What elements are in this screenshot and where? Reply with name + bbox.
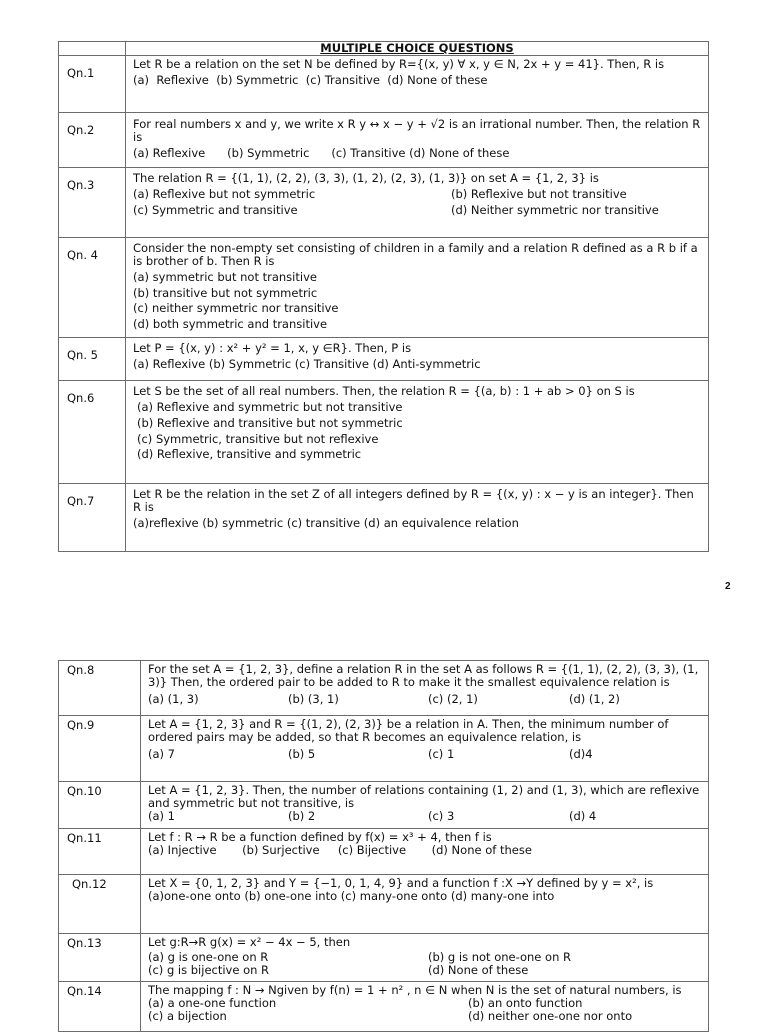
question-cell: [126, 337, 709, 380]
question-label: Qn.8: [59, 661, 141, 716]
question-label: Qn.1: [59, 55, 126, 112]
header-blank-cell: [59, 42, 126, 56]
question-options: (a) Reflexive (b) Symmetric (c) Transitive (d) Anti-symmetric: [133, 356, 481, 371]
question-label: Qn.14: [59, 982, 141, 1032]
option: (c) g is bijective on R: [148, 962, 270, 977]
question-row: [59, 337, 709, 380]
question-stem: Let f : R → R be a function defined by f(x) = x³ + 4, then f is: [148, 830, 492, 844]
question-stem: Let A = {1, 2, 3}. Then, the number of relations containing (1, 2) and (1, 3), which are reflexive and symmetric but not transitive, is: [148, 783, 700, 810]
question-stem: For the set A = {1, 2, 3}, define a relation R in the set A as follows R = {(1, 1), (2, 2), (3, 3), (1, 3)} Then, the ordered pair to be added to R to make it the smallest equivalence relation is: [148, 662, 699, 689]
question-options: (a) Reflexive (b) Symmetric (c) Transitive (d) None of these: [133, 72, 488, 87]
question-row: [59, 237, 709, 337]
option: (d) neither one-one nor onto: [468, 1008, 633, 1023]
question-cell: [141, 934, 709, 982]
option: (a) Reflexive but not symmetric: [133, 186, 316, 201]
question-label: Qn. 5: [59, 337, 126, 380]
question-label: Qn.13: [59, 934, 141, 982]
question-cell: [141, 982, 709, 1032]
option: (c) Symmetric, transitive but not reflexive: [137, 431, 379, 446]
option: (d)4: [569, 746, 593, 761]
question-stem: Let S be the set of all real numbers. Then, the relation R = {(a, b) : 1 + ab > 0} on S is: [133, 383, 635, 398]
question-stem: Let R be the relation in the set Z of all integers defined by R = {(x, y) : x − y is an integer}. Then R is: [133, 486, 694, 514]
header-row: [59, 42, 709, 56]
question-label: Qn.9: [59, 716, 141, 782]
question-row: [59, 380, 709, 483]
question-row: [59, 782, 709, 829]
option: (a) (1, 3): [148, 691, 199, 706]
question-label: Qn.12: [59, 875, 141, 934]
question-row: [59, 934, 709, 982]
question-row: [59, 982, 709, 1032]
question-cell: [141, 716, 709, 782]
question-row: [59, 112, 709, 167]
option: (b) an onto function: [468, 995, 583, 1010]
question-cell: [126, 380, 709, 483]
question-label: Qn. 4: [59, 237, 126, 337]
question-stem: Let P = {(x, y) : x² + y² = 1, x, y ∈R}. Then, P is: [133, 340, 412, 355]
question-label: Qn.2: [59, 112, 126, 167]
question-cell: [126, 167, 709, 237]
question-cell: [141, 782, 709, 829]
option: (d) 4: [569, 808, 597, 823]
question-label: Qn.10: [59, 782, 141, 829]
question-row: [59, 829, 709, 875]
question-table-1: [58, 41, 709, 552]
question-options: (a) Reflexive (b) Symmetric (c) Transitive (d) None of these: [133, 145, 510, 160]
option: (a) 1: [148, 808, 175, 823]
option: (b) transitive but not symmetric: [133, 285, 318, 300]
question-row: [59, 716, 709, 782]
option: (b) Reflexive but not transitive: [451, 186, 627, 201]
question-options: (a)reflexive (b) symmetric (c) transitive (d) an equivalence relation: [133, 515, 519, 530]
option: (c) Symmetric and transitive: [133, 202, 298, 217]
option: (a) symmetric but not transitive: [133, 269, 317, 284]
option: (d) both symmetric and transitive: [133, 317, 328, 332]
option: (a) g is one-one on R: [148, 949, 269, 964]
question-row: [59, 875, 709, 934]
question-stem: For real numbers x and y, we write x R y ↔ x − y + √2 is an irrational number. Then, the relation R is: [133, 116, 701, 144]
page-number: 2: [725, 581, 731, 592]
question-label: Qn.6: [59, 380, 126, 483]
option: (d) (1, 2): [569, 691, 620, 706]
question-label: Qn.11: [59, 829, 141, 875]
question-row: [59, 55, 709, 112]
question-stem: Let A = {1, 2, 3} and R = {(1, 2), (2, 3)} be a relation in A. Then, the minimum number of ordered pairs may be added, so that R becomes an equivalence relation, is: [148, 717, 669, 744]
option: (c) neither symmetric nor transitive: [133, 301, 339, 316]
option: (a) a one-one function: [148, 995, 277, 1010]
question-stem: Let X = {0, 1, 2, 3} and Y = {−1, 0, 1, 4, 9} and a function f :X →Y defined by y = x², is: [148, 876, 654, 890]
option: (b) 2: [288, 808, 316, 823]
option: (b) Reflexive and transitive but not symmetric: [137, 415, 403, 430]
question-cell: [141, 661, 709, 716]
question-options: (a)one-one onto (b) one-one into (c) many-one onto (d) many-one into: [148, 888, 555, 903]
question-label: Qn.7: [59, 483, 126, 551]
question-row: [59, 167, 709, 237]
option: (d) Reflexive, transitive and symmetric: [137, 447, 362, 462]
question-cell: [141, 829, 709, 875]
option: (b) (3, 1): [288, 691, 339, 706]
question-stem: Consider the non-empty set consisting of children in a family and a relation R defined as a R b if a is brother of b. Then R is: [133, 240, 698, 268]
option: (c) (2, 1): [428, 691, 478, 706]
question-options: (a) Injective (b) Surjective (c) Bijective (d) None of these: [148, 842, 532, 857]
option: (d) Neither symmetric nor transitive: [451, 202, 659, 217]
option: (c) 3: [428, 808, 455, 823]
question-stem: Let R be a relation on the set N be defined by R={(x, y) ∀ x, y ∈ N, 2x + y = 41}. Then, R is: [133, 56, 665, 71]
question-label: Qn.3: [59, 167, 126, 237]
option: (c) 1: [428, 746, 455, 761]
question-cell: [126, 237, 709, 337]
question-table-2: [58, 660, 709, 1032]
option: (a) Reflexive and symmetric but not transitive: [137, 399, 403, 414]
question-cell: [126, 55, 709, 112]
option: (d) None of these: [428, 962, 529, 977]
option: (b) 5: [288, 746, 316, 761]
question-stem: The mapping f : N → Ngiven by f(n) = 1 + n² , n ∈ N when N is the set of natural numbers, is: [148, 983, 682, 997]
question-stem: The relation R = {(1, 1), (2, 2), (3, 3), (1, 2), (2, 3), (1, 3)} on set A = {1, 2, 3} is: [133, 170, 599, 185]
option: (b) g is not one-one on R: [428, 949, 572, 964]
question-stem: Let g:R→R g(x) = x² − 4x − 5, then: [148, 935, 351, 949]
option: (c) a bijection: [148, 1008, 227, 1023]
question-cell: [141, 875, 709, 934]
question-cell: [126, 112, 709, 167]
option: (a) 7: [148, 746, 175, 761]
question-row: [59, 661, 709, 716]
question-row: [59, 483, 709, 551]
section-header: MULTIPLE CHOICE QUESTIONS: [126, 42, 709, 56]
question-cell: [126, 483, 709, 551]
